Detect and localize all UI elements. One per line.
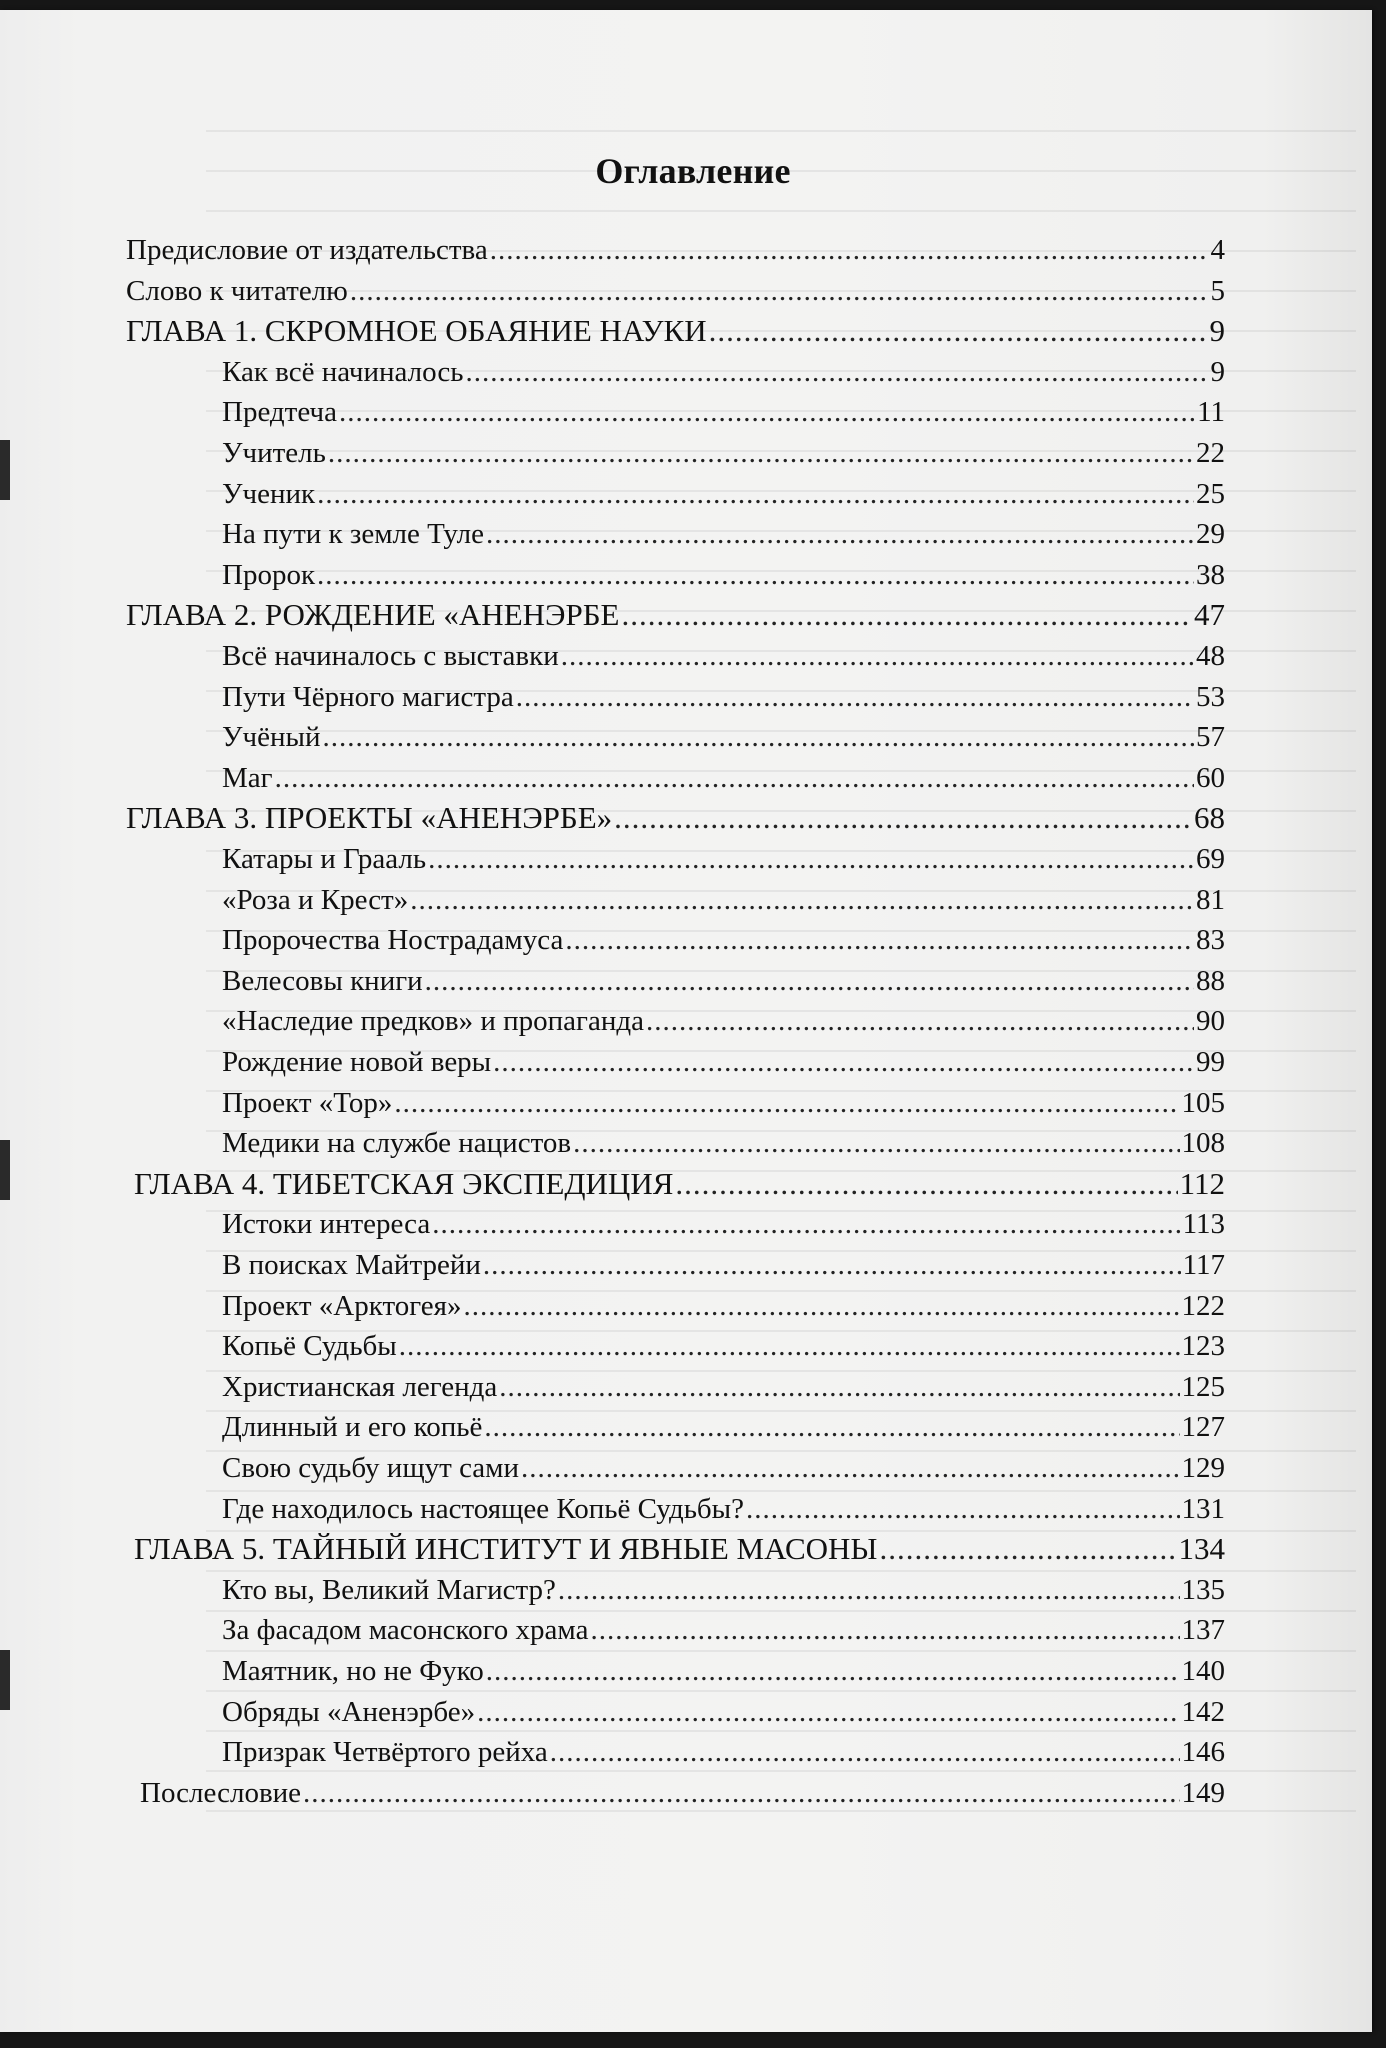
toc-entry-title: Маг <box>222 761 273 794</box>
toc-row <box>222 1083 1225 1123</box>
toc-page-number: 129 <box>1181 1452 1225 1484</box>
toc-entry-title: Ученик <box>222 477 316 510</box>
toc-row <box>222 920 1225 960</box>
toc-page-number: 125 <box>1181 1370 1225 1403</box>
toc-entry-title: Велесовы книги <box>222 964 423 997</box>
toc-leader-dots <box>428 839 1194 879</box>
toc-page-number: 105 <box>1181 1086 1225 1119</box>
toc-page-number: 81 <box>1196 883 1225 916</box>
toc-page-number: 90 <box>1196 1005 1225 1038</box>
toc-entry-title: В поисках Майтрейи <box>222 1249 481 1281</box>
toc-page-number: 4 <box>1210 234 1225 266</box>
toc-page-number: 146 <box>1181 1736 1225 1769</box>
toc-entry-title: Призрак Четвёртого рейха <box>222 1736 548 1769</box>
toc-leader-dots <box>328 433 1194 473</box>
toc-entry-title: Медики на службе нацистов <box>222 1127 572 1160</box>
toc-row <box>222 514 1225 554</box>
toc-leader-dots <box>465 352 1208 392</box>
toc-leader-dots <box>516 677 1194 717</box>
toc-row <box>222 1042 1225 1082</box>
toc-page-number: 140 <box>1181 1655 1225 1687</box>
toc-leader-dots <box>425 961 1194 1001</box>
toc-entry-title: Слово к читателю <box>126 274 348 307</box>
toc-entry-title: Копьё Судьбы <box>222 1330 397 1363</box>
toc-entry-title: На пути к земле Туле <box>222 518 484 551</box>
toc-entry-title: ГЛАВА 3. ПРОЕКТЫ «АНЕНЭРБЕ» <box>126 800 613 836</box>
toc-row <box>222 352 1225 392</box>
toc-entry-title: Истоки интереса <box>222 1208 431 1241</box>
toc-page-number: 47 <box>1194 597 1225 633</box>
toc-leader-dots <box>484 1407 1179 1447</box>
toc-page-number: 99 <box>1196 1046 1225 1078</box>
toc-leader-dots <box>350 271 1209 311</box>
toc-entry-title: Где находилось настоящее Копьё Судьбы? <box>222 1492 745 1525</box>
toc-row <box>222 636 1225 676</box>
toc-leader-dots <box>709 311 1208 351</box>
toc-page-number: 48 <box>1196 640 1225 672</box>
toc-page-number: 38 <box>1196 558 1225 591</box>
toc-chapter-row <box>126 311 1225 351</box>
toc-row <box>222 392 1225 432</box>
toc-leader-dots <box>323 717 1194 757</box>
toc-row <box>222 433 1225 473</box>
toc-leader-dots <box>477 1692 1179 1732</box>
toc-entry-title: ГЛАВА 1. СКРОМНОЕ ОБАЯНИЕ НАУКИ <box>126 313 707 349</box>
toc-page-number: 112 <box>1179 1165 1225 1201</box>
toc-page-number: 127 <box>1181 1411 1225 1444</box>
toc-entry-title: Проект «Тор» <box>222 1086 393 1119</box>
toc-leader-dots <box>746 1489 1179 1529</box>
toc-entry-title: Пути Чёрного магистра <box>222 680 514 713</box>
toc-entry-title: Длинный и его копьё <box>222 1411 483 1444</box>
toc-row <box>222 758 1225 798</box>
toc-page-number: 53 <box>1196 680 1225 713</box>
toc-row <box>126 230 1225 270</box>
toc-chapter-row <box>126 595 1225 635</box>
toc-row <box>222 1610 1225 1650</box>
toc-page-number: 25 <box>1196 477 1225 510</box>
toc-leader-dots <box>486 514 1194 554</box>
toc-row <box>222 555 1225 595</box>
toc-page-number: 137 <box>1181 1614 1225 1647</box>
toc-leader-dots <box>646 1001 1194 1041</box>
toc-row <box>222 839 1225 879</box>
page-title: Оглавление <box>595 151 791 191</box>
toc-page-number: 117 <box>1182 1249 1225 1281</box>
toc-page-number: 60 <box>1196 761 1225 794</box>
toc-page-number: 83 <box>1196 924 1225 957</box>
toc-leader-dots <box>493 1042 1194 1082</box>
toc-page-number: 123 <box>1181 1330 1225 1363</box>
toc-entry-title: «Наследие предков» и пропаганда <box>222 1005 644 1038</box>
toc-leader-dots <box>621 595 1192 635</box>
toc-row <box>222 1326 1225 1366</box>
toc-entry-title: Маятник, но не Фуко <box>222 1655 484 1687</box>
toc-leader-dots <box>675 1164 1177 1204</box>
toc-page-number: 9 <box>1210 355 1225 388</box>
toc-page-number: 131 <box>1181 1492 1225 1525</box>
toc-entry-title: «Роза и Крест» <box>222 883 409 916</box>
toc-leader-dots <box>565 920 1194 960</box>
toc-leader-dots <box>879 1529 1176 1569</box>
toc-leader-dots <box>521 1448 1179 1488</box>
toc-entry-title: Христианская легенда <box>222 1370 498 1403</box>
toc-leader-dots <box>432 1204 1180 1244</box>
toc-leader-dots <box>590 1610 1179 1650</box>
toc-entry-title: Всё начиналось с выставки <box>222 640 559 672</box>
toc-row <box>222 1204 1225 1244</box>
toc-leader-dots <box>573 1123 1179 1163</box>
toc-chapter-row <box>134 1164 1225 1204</box>
toc-entry-title: Рождение новой веры <box>222 1046 492 1078</box>
toc-chapter-row <box>126 798 1225 838</box>
toc-row <box>222 1286 1225 1326</box>
toc-page-number: 9 <box>1209 313 1225 349</box>
toc-page-number: 122 <box>1181 1289 1225 1322</box>
toc-row <box>222 1123 1225 1163</box>
toc-row <box>222 717 1225 757</box>
toc-row <box>222 1651 1225 1691</box>
toc-row <box>222 961 1225 1001</box>
toc-page-number: 113 <box>1182 1208 1225 1241</box>
toc-entry-title: Предтеча <box>222 396 337 429</box>
toc-page-number: 11 <box>1197 396 1225 429</box>
toc-page-number: 149 <box>1181 1776 1225 1809</box>
toc-entry-title: Предисловие от издательства <box>126 234 488 266</box>
toc-row <box>126 271 1225 311</box>
toc-entry-title: Послесловие <box>140 1776 302 1809</box>
toc-entry-title: Катары и Грааль <box>222 843 427 875</box>
toc-leader-dots <box>486 1651 1180 1691</box>
toc-page-number: 69 <box>1196 843 1225 875</box>
toc-row <box>222 1692 1225 1732</box>
toc-row <box>222 1245 1225 1285</box>
toc-leader-dots <box>550 1732 1180 1772</box>
toc-leader-dots <box>303 1773 1179 1813</box>
toc-leader-dots <box>339 392 1195 432</box>
toc-entry-title: Пророк <box>222 558 316 591</box>
toc-leader-dots <box>558 1570 1180 1610</box>
toc-page-number: 108 <box>1181 1127 1225 1160</box>
toc-row <box>140 1773 1225 1813</box>
toc-entry-title: Пророчества Нострадамуса <box>222 924 564 957</box>
toc-entry-title: Обряды «Аненэрбе» <box>222 1695 476 1728</box>
toc-entry-title: За фасадом масонского храма <box>222 1614 589 1647</box>
toc-leader-dots <box>275 758 1194 798</box>
toc-leader-dots <box>399 1326 1180 1366</box>
toc-row <box>222 1732 1225 1772</box>
toc-page-number: 22 <box>1196 437 1225 469</box>
toc-entry-title: ГЛАВА 2. РОЖДЕНИЕ «АНЕНЭРБЕ <box>126 597 620 633</box>
toc-entry-title: ГЛАВА 4. ТИБЕТСКАЯ ЭКСПЕДИЦИЯ <box>134 1165 674 1201</box>
toc-page-number: 134 <box>1178 1531 1225 1567</box>
toc-page-number: 88 <box>1196 964 1225 997</box>
toc-leader-dots <box>614 798 1192 838</box>
toc-leader-dots <box>499 1367 1179 1407</box>
toc-leader-dots <box>317 474 1194 514</box>
toc-entry-title: Кто вы, Великий Магистр? <box>222 1573 556 1606</box>
toc-row <box>222 1367 1225 1407</box>
toc-row <box>222 1407 1225 1447</box>
toc-leader-dots <box>561 636 1194 676</box>
toc-leader-dots <box>483 1245 1181 1285</box>
toc-page-number: 5 <box>1210 274 1225 307</box>
toc-entry-title: Учитель <box>222 437 326 469</box>
toc-entry-title: Свою судьбу ищут сами <box>222 1452 520 1484</box>
toc-row <box>222 474 1225 514</box>
toc-entry-title: Учёный <box>222 721 321 754</box>
toc-leader-dots <box>410 880 1194 920</box>
toc-chapter-row <box>134 1529 1225 1569</box>
toc-row <box>222 1448 1225 1488</box>
toc-row <box>222 1001 1225 1041</box>
toc-row <box>222 1570 1225 1610</box>
toc-leader-dots <box>463 1286 1179 1326</box>
toc-row <box>222 1489 1225 1529</box>
toc-leader-dots <box>317 555 1194 595</box>
toc-entry-title: ГЛАВА 5. ТАЙНЫЙ ИНСТИТУТ И ЯВНЫЕ МАСОНЫ <box>134 1531 878 1567</box>
toc-entry-title: Проект «Арктогея» <box>222 1289 462 1322</box>
toc-page-number: 29 <box>1196 518 1225 551</box>
toc-page-number: 135 <box>1181 1573 1225 1606</box>
toc-page-number: 142 <box>1181 1695 1225 1728</box>
toc-row <box>222 677 1225 717</box>
toc-leader-dots <box>394 1083 1179 1123</box>
toc-page-number: 57 <box>1196 721 1225 754</box>
toc-entry-title: Как всё начиналось <box>222 355 464 388</box>
toc-leader-dots <box>490 230 1209 270</box>
toc-page-number: 68 <box>1194 800 1225 836</box>
toc-row <box>222 880 1225 920</box>
